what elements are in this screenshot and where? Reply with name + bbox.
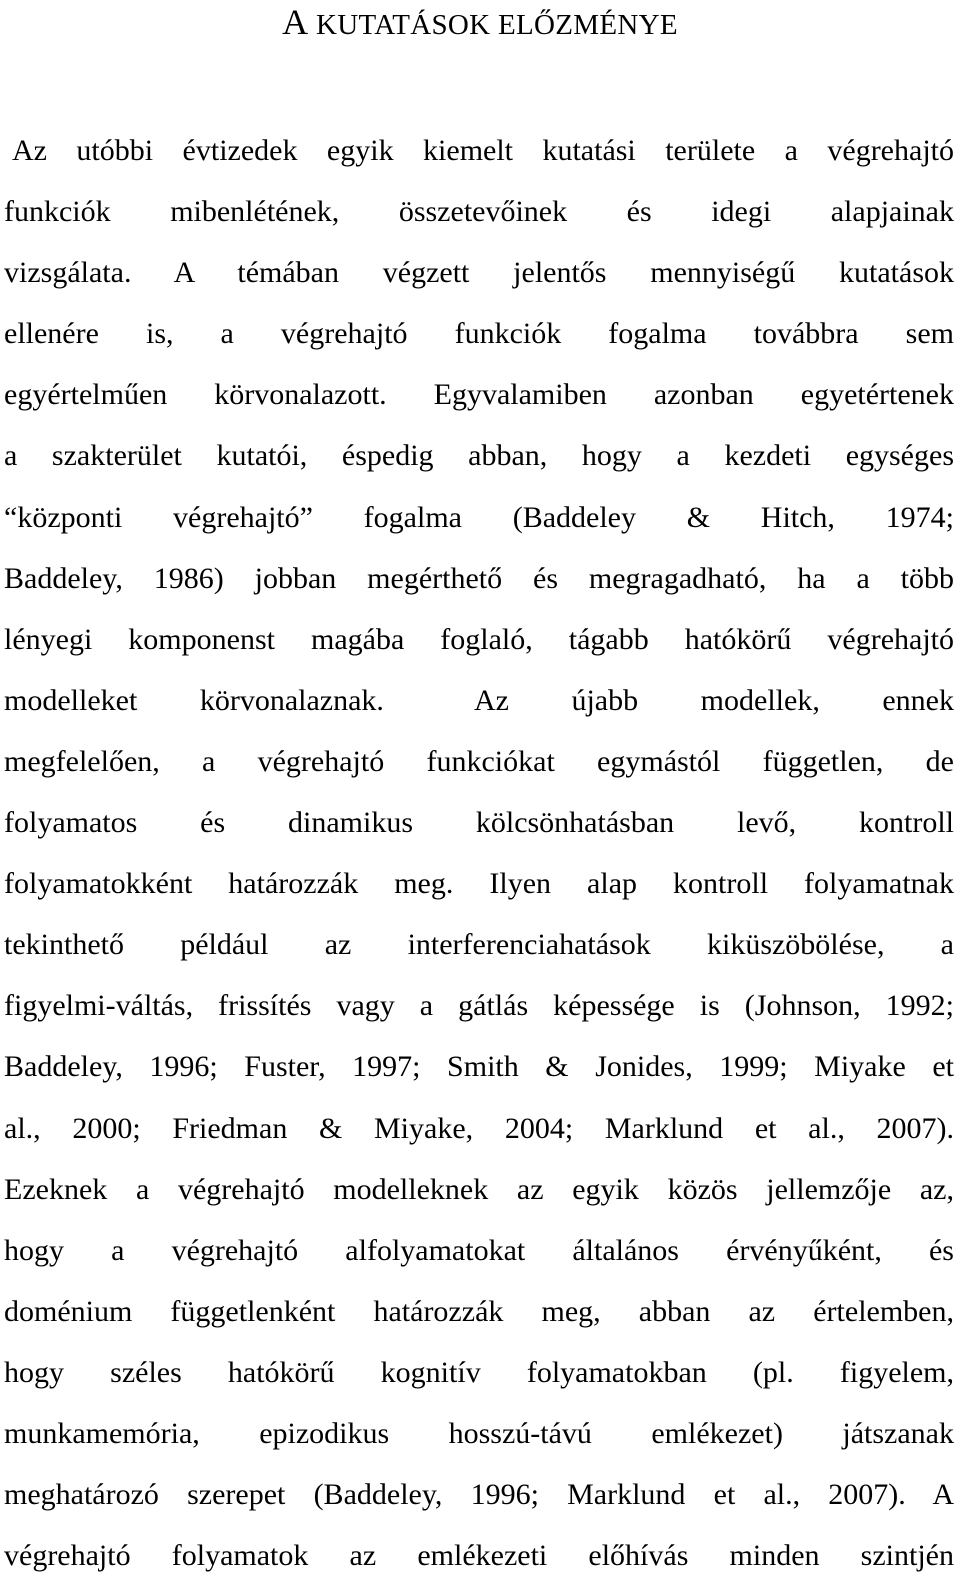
text-line: végrehajtó folyamatok az emlékezeti előhívás minden szintjén — [4, 1539, 954, 1573]
text-line: “központi végrehajtó” fogalma (Baddeley & Hitch, 1974; — [4, 500, 954, 534]
text-line: munkamemória, epizodikus hosszú-távú emlékezet) játszanak — [4, 1416, 954, 1450]
text-line: lényegi komponenst magába foglaló, tágabb hatókörű végrehajtó — [4, 622, 954, 656]
body-paragraph — [4, 120, 954, 1586]
heading-initial: A — [282, 2, 309, 42]
text-line: hogy széles hatókörű kognitív folyamatokban (pl. figyelem, — [4, 1355, 954, 1389]
text-line: Baddeley, 1996; Fuster, 1997; Smith & Jonides, 1999; Miyake et — [4, 1050, 954, 1084]
text-line-start: modelleket körvonalaznak. — [4, 683, 384, 717]
text-line: funkciók mibenlétének, összetevőinek és idegi alapjainak — [4, 195, 954, 229]
text-line: Baddeley, 1986) jobban megérthető és megragadható, ha a több — [4, 561, 954, 595]
text-line: folyamatokként határozzák meg. Ilyen alap kontroll folyamatnak — [4, 867, 954, 901]
text-line-end: Az újabb modellek, ennek — [473, 683, 954, 717]
text-line: al., 2000; Friedman & Miyake, 2004; Marklund et al., 2007). — [4, 1111, 954, 1145]
text-line: figyelmi-váltás, frissítés vagy a gátlás képessége is (Johnson, 1992; — [4, 989, 954, 1023]
text-line: a szakterület kutatói, éspedig abban, hogy a kezdeti egységes — [4, 439, 954, 473]
text-line: egyértelműen körvonalazott. Egyvalamiben azonban egyetértenek — [4, 378, 954, 412]
text-line: folyamatos és dinamikus kölcsönhatásban levő, kontroll — [4, 806, 954, 840]
heading-rest: KUTATÁSOK ELŐZMÉNYE — [308, 9, 678, 41]
text-line: tekinthető például az interferenciahatások kiküszöbölése, a — [4, 928, 954, 962]
text-line: meghatározó szerepet (Baddeley, 1996; Marklund et al., 2007). A — [4, 1478, 954, 1512]
text-line: vizsgálata. A témában végzett jelentős mennyiségű kutatások — [4, 256, 954, 290]
text-line: Az utóbbi évtizedek egyik kiemelt kutatási területe a végrehajtó — [12, 134, 954, 167]
section-heading — [0, 2, 960, 45]
text-line-split — [4, 670, 954, 731]
text-line: hogy a végrehajtó alfolyamatokat általános érvényűként, és — [4, 1233, 954, 1267]
text-line: megfelelően, a végrehajtó funkciókat egymástól független, de — [4, 744, 954, 778]
text-line: ellenére is, a végrehajtó funkciók fogalma továbbra sem — [4, 317, 954, 351]
text-line: doménium függetlenként határozzák meg, abban az értelemben, — [4, 1294, 954, 1328]
text-line: Ezeknek a végrehajtó modelleknek az egyik közös jellemzője az, — [4, 1172, 954, 1206]
